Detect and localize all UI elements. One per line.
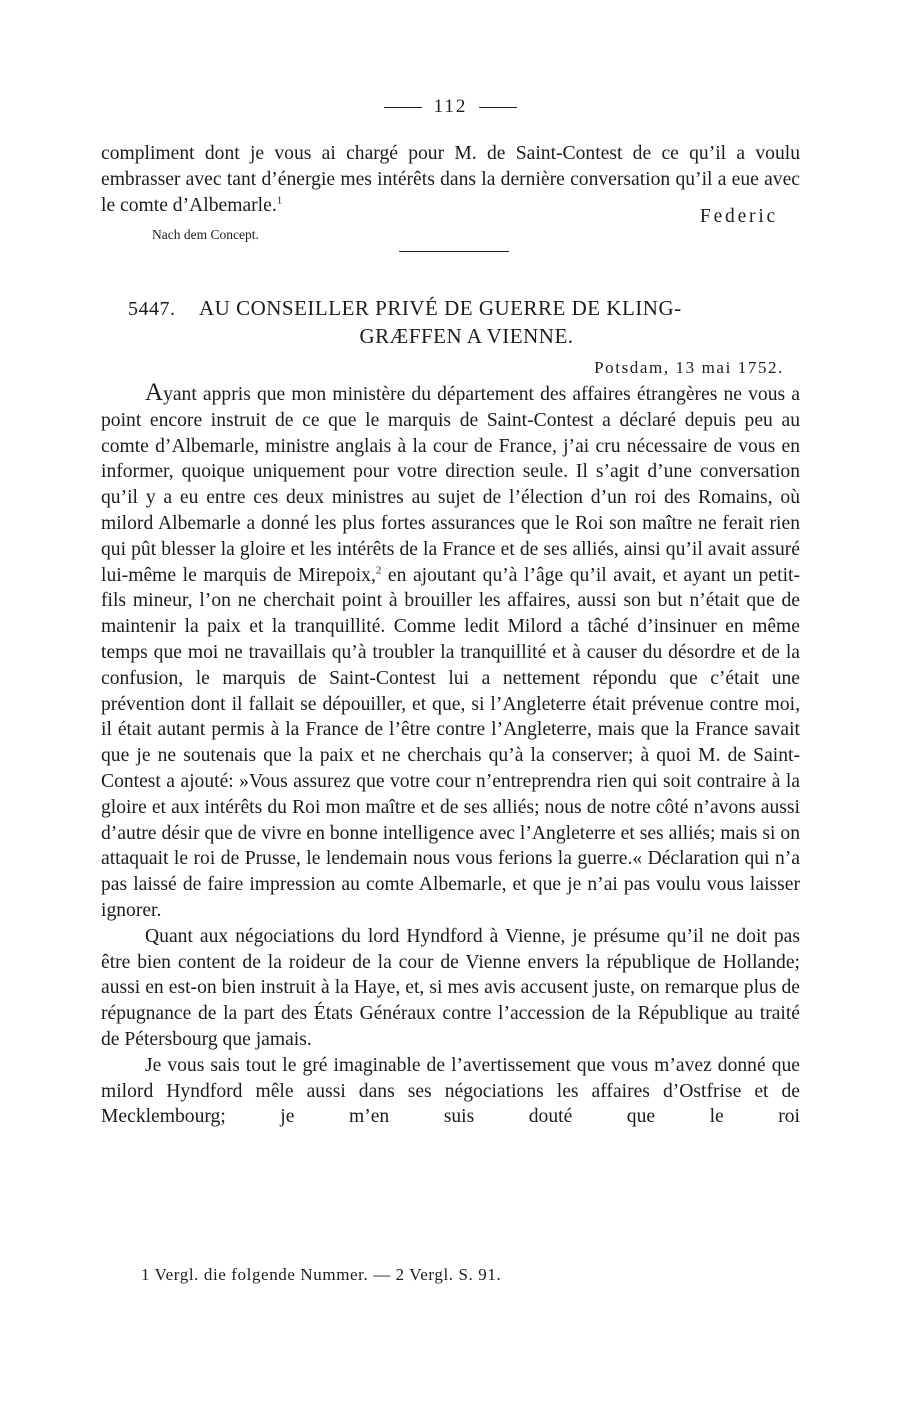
letter-heading (101, 295, 800, 350)
paragraph-1-text-a: yant appris que mon ministère du département des affaires étrangères ne vous a point encore instruit de ce que le marquis de Saint-Contest a déclaré depuis peu au comte d’Albemarle, ministre anglais à la cour de France, j’ai cru nécessaire de vous en informer, quoique uniquement pour votre direction seule. Il s’agit d’une conversation qu’il y a eu entre ces deux ministres au sujet de l’élection d’un roi des Romains, où milord Albemarle a donné les plus fortes assurances que le Roi son maître ne ferait rien qui pût blesser la gloire et les intérêts de la France et de ses alliés, ainsi qu’il avait assuré lui-même le marquis de Mirepoix, (101, 384, 800, 586)
letter-paragraph-1 (101, 380, 800, 924)
page-number: 112 (433, 96, 468, 117)
letter-body (101, 380, 800, 1130)
page-header (101, 96, 800, 120)
letter-paragraph-2: Quant aux négociations du lord Hyndford à Vienne, je présume qu’il ne doit pas être bien content de la roideur de la cour de Vienne envers la république de Hollande; aussi en est-on bien instruit à la Haye, et, si mes avis accusent juste, on remarque plus de répugnance de la part des États Généraux contre l’accession de la République au traité de Pétersbourg que jamais. (101, 925, 800, 1050)
letter-title-line-2: GRÆFFEN A VIENNE. (359, 324, 574, 348)
dateline: Potsdam, 13 mai 1752. (594, 358, 784, 377)
letter-paragraph-3: Je vous sais tout le gré imaginable de l’avertissement que vous m’avez donné que milord Hyndford mêle aussi dans ses négociations les affaires d’Ostfrise et de Mecklembourg; je m’en suis douté que le roi (101, 1054, 800, 1128)
footnotes: 1 Vergl. die folgende Nummer. — 2 Vergl. S. 91. (141, 1265, 502, 1284)
section-divider (399, 251, 509, 252)
signature: Federic (699, 206, 778, 227)
letter-number: 5447. (128, 298, 176, 320)
letter-title-line-1: AU CONSEILLER PRIVÉ DE GUERRE DE KLING- (199, 296, 682, 320)
previous-letter-paragraph (101, 141, 800, 218)
header-left-dash (384, 107, 422, 108)
paragraph-1-text-b: en ajoutant qu’à l’âge qu’il avait, et ayant un petit-fils mineur, l’on ne cherchait point à brouiller les affaires, aussi son but n’était que de maintenir la paix et la tranquillité. Comme ledit Milord a tâché d’insinuer en même temps que moi ne travaillais qu’à troubler la tranquillité et à causer du désordre et de la confusion, le marquis de Saint-Contest lui a nettement répondu que c’était une prévention dont il fallait se dépouiller, et que, si l’Angleterre était prévenue contre moi, il était autant permis à la France de l’être contre l’Angleterre, mais que la France savait que je ne soutenais que la paix et ne cherchais qu’à la conserver; à quoi M. de Saint-Contest a ajouté: »Vous assurez que votre cour n’entreprendra rien qui soit contraire à la gloire et aux intérêts du Roi mon maître et de ses alliés; nous de notre côté n’avons aussi d’autre désir que de vivre en bonne intelligence avec l’Angleterre et ses alliés; mais si on attaquait le roi de Prusse, le lendemain nous vous ferions la guerre.« Déclaration qui n’a pas laissé de faire impression au comte Albemarle, et que je n’ai pas voulu vous laisser ignorer. (101, 564, 800, 921)
header-right-dash (479, 107, 517, 108)
footnote-marker-2: 2 (375, 564, 382, 577)
footnote-marker-1: 1 (276, 194, 283, 207)
source-note: Nach dem Concept. (152, 227, 259, 242)
previous-letter-ending (101, 141, 800, 218)
previous-letter-text: compliment dont je vous ai chargé pour M. de Saint-Contest de ce qu’il a voulu embrasser avec tant d’énergie mes intérêts dans la dernière conversation qu’il a eue avec le comte d’Albemarle. (101, 143, 800, 216)
initial-letter: A (145, 379, 164, 406)
